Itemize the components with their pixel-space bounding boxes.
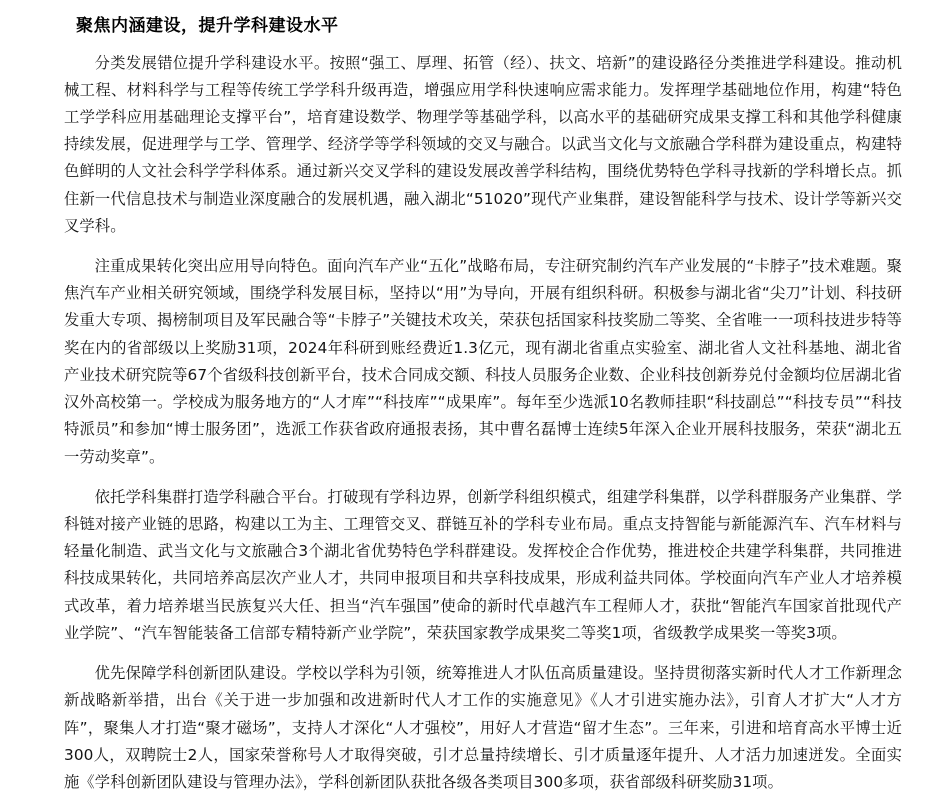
page-left-margin (0, 0, 6, 740)
paragraph-1: 分类发展错位提升学科建设水平。按照“强工、厚理、拓管（经）、扶文、培新”的建设路径分类推进学科建设。推动机械工程、材料科学与工程等传统工学学科升级再造，增强应用学科快速响应需求能力。发挥理学基础地位作用，构建“特色工学学科应用基础理论支撑平台”，培育建设数学、物理学等基础学科，以高水平的基础研究成果支撑工科和其他学科健康持续发展，促进理学与工学、管理学、经济学等学科领域的交叉与融合。以武当文化与文旅融合学科群为建设重点，构建特色鲜明的人文社会科学学科体系。通过新兴交叉学科的建设发展改善学科结构，围绕优势特色学科寻找新的学科增长点。抓住新一代信息技术与制造业深度融合的发展机遇，融入湖北“51020”现代产业集群，建设智能科学与技术、设计学等新兴交叉学科。 (64, 53, 902, 235)
paragraph-3: 依托学科集群打造学科融合平台。打破现有学科边界，创新学科组织模式，组建学科集群，以学科群服务产业集群、学科链对接产业链的思路，构建以工为主、工理管交叉、群链互补的学科专业布局。重点支持智能与新能源汽车、汽车材料与轻量化制造、武当文化与文旅融合3个湖北省优势特色学科群建设。发挥校企合作优势，推进校企共建学科集群，共同推进科技成果转化，共同培养高层次产业人才，共同申报项目和共享科技成果，形成利益共同体。学校面向汽车产业人才培养模式改革，着力培养堪当民族复兴大任、担当“汽车强国”使命的新时代卓越汽车工程师人才，获批“智能汽车国家首批现代产业学院”、“汽车智能装备工信部专精特新产业学院”，荣获国家教学成果奖二等奖1项，省级教学成果奖一等奖3项。 (64, 487, 902, 642)
paragraph-2: 注重成果转化突出应用导向特色。面向汽车产业“五化”战略布局，专注研究制约汽车产业发展的“卡脖子”技术难题。聚焦汽车产业相关研究领域，围绕学科发展目标，坚持以“用”为导向，开展有组织科研。积极参与湖北省“尖刀”计划、科技研发重大专项、揭榜制项目及军民融合等“卡脖子”关键技术攻关，荣获包括国家科技奖励二等奖、全省唯一一项科技进步特等奖在内的省部级以上奖励31项，2024年科研到账经费近1.3亿元，现有湖北省重点实验室、湖北省人文社科基地、湖北省产业技术研究院等67个省级科技创新平台，技术合同成交额、科技人员服务企业数、企业科技创新券兑付金额均位居湖北省汉外高校第一。学校成为服务地方的“人才库”“科技库”“成果库”。每年至少选派10名教师挂职“科技副总”“科技专员”“科技特派员”和参加“博士服务团”，选派工作获省政府通报表扬，其中曹名磊博士连续5年深入企业开展科技服务，荣获“湖北五一劳动奖章”。 (64, 257, 902, 466)
paragraph-4: 优先保障学科创新团队建设。学校以学科为引领，统筹推进人才队伍高质量建设。坚持贯彻落实新时代人才工作新理念新战略新举措，出台《关于进一步加强和改进新时代人才工作的实施意见》《人才引进实施办法》，引育人才扩大“人才方阵”，聚集人才打造“聚才磁场”，支持人才深化“人才强校”，用好人才营造“留才生态”。三年来，引进和培育高水平博士近300人，双聘院士2人，国家荣誉称号人才取得突破，引才总量持续增长、引才质量逐年提升、人才活力加速迸发。全面实施《学科创新团队建设与管理办法》，学科创新团队获批各级各类项目300多项，获省部级科研奖励31项。 (64, 664, 902, 791)
document-content (64, 0, 902, 796)
page-title: 聚焦内涵建设，提升学科建设水平 (76, 16, 339, 36)
